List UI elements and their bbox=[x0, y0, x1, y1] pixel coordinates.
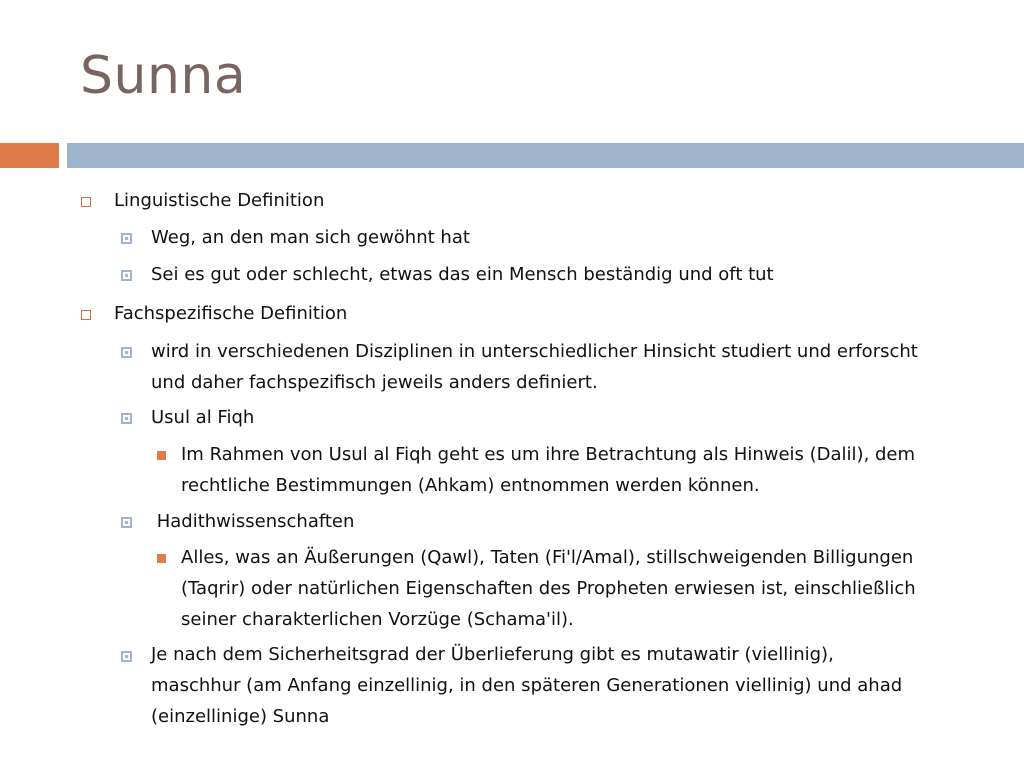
slide-title: Sunna bbox=[80, 46, 247, 106]
hadith-detail-line-2: (Taqrir) oder natürlichen Eigenschaften des Propheten erwiesen ist, einschließlich bbox=[181, 578, 916, 599]
list-item-grades-line-2: maschhur (am Anfang einzellinig, in den späteren Generationen viellinig) und ahad bbox=[151, 675, 903, 696]
list-item-grades-line-3: (einzellinige) Sunna bbox=[151, 706, 330, 727]
level2-bullet-icon bbox=[121, 233, 132, 244]
section-heading-specialist: Fachspezifische Definition bbox=[114, 303, 348, 324]
level2-bullet-icon bbox=[121, 413, 132, 424]
list-item-linguistic-1: Weg, an den man sich gewöhnt hat bbox=[151, 227, 470, 248]
list-item-linguistic-2: Sei es gut oder schlecht, etwas das ein Mensch beständig und oft tut bbox=[151, 264, 774, 285]
hadith-detail-line-3: seiner charakterlichen Vorzüge (Schama'il). bbox=[181, 609, 574, 630]
level1-bullet-icon bbox=[81, 310, 91, 320]
level2-bullet-icon bbox=[121, 347, 132, 358]
list-item-grades-line-1: Je nach dem Sicherheitsgrad der Überlieferung gibt es mutawatir (viellinig), bbox=[151, 644, 834, 665]
level3-bullet-icon bbox=[157, 554, 166, 563]
usul-detail-line-1: Im Rahmen von Usul al Fiqh geht es um ihre Betrachtung als Hinweis (Dalil), dem bbox=[181, 444, 916, 465]
list-item-intro-line-2: und daher fachspezifisch jeweils anders definiert. bbox=[151, 372, 598, 393]
usul-detail-line-2: rechtliche Bestimmungen (Ahkam) entnommen werden können. bbox=[181, 475, 760, 496]
level3-bullet-icon bbox=[157, 451, 166, 460]
level2-bullet-icon bbox=[121, 517, 132, 528]
hadith-detail-line-1: Alles, was an Äußerungen (Qawl), Taten (Fi'l/Amal), stillschweigenden Billigungen bbox=[181, 547, 914, 568]
level2-bullet-icon bbox=[121, 651, 132, 662]
list-item-hadith: Hadithwissenschaften bbox=[151, 511, 355, 532]
list-item-usul: Usul al Fiqh bbox=[151, 407, 255, 428]
level1-bullet-icon bbox=[81, 197, 91, 207]
list-item-intro-line-1: wird in verschiedenen Disziplinen in unterschiedlicher Hinsicht studiert und erforscht bbox=[151, 341, 918, 362]
level2-bullet-icon bbox=[121, 270, 132, 281]
section-heading-linguistic: Linguistische Definition bbox=[114, 190, 325, 211]
